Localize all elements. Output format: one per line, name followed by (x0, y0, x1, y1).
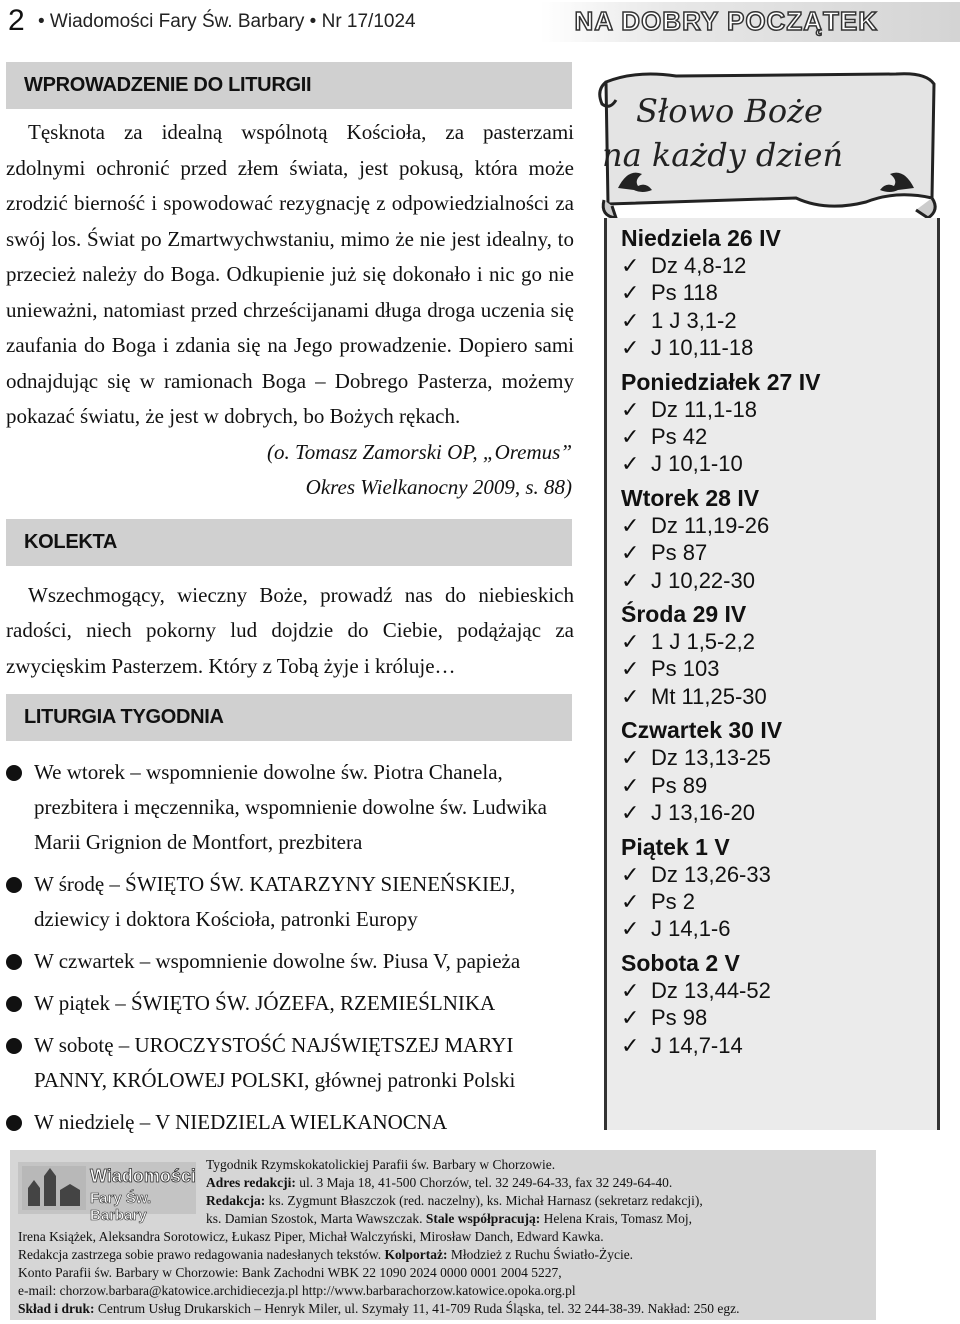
list-item: W niedzielę – V NIEDZIELA WIELKANOCNA (6, 1105, 572, 1140)
reading-item (607, 279, 937, 306)
reading-text: 1 J 1,5-2,2 (651, 629, 755, 655)
reading-text: 1 J 3,1-2 (651, 307, 737, 333)
reading-text: Dz 13,13-25 (651, 745, 771, 771)
day-heading: Niedziela 26 IV (621, 225, 781, 251)
checkmark-icon: ✓ (621, 888, 640, 914)
readings-scroll (596, 70, 942, 1130)
checkmark-icon: ✓ (621, 280, 640, 306)
logo-title: Wiadomości (90, 1166, 196, 1186)
reading-text: Ps 42 (651, 424, 708, 450)
checkmark-icon: ✓ (621, 977, 640, 1003)
reading-item (607, 772, 937, 799)
church-logo-icon (22, 1166, 86, 1210)
bullet-icon (6, 996, 22, 1012)
day-heading: Środa 29 IV (621, 601, 747, 628)
intro-attribution (0, 435, 580, 505)
checkmark-icon: ✓ (621, 253, 640, 278)
reading-text: J 14,7-14 (651, 1032, 743, 1058)
footer-line-1: Tygodnik Rzymskokatolickiej Parafii św. Barbary w Chorzowie. (206, 1157, 556, 1172)
checkmark-icon: ✓ (621, 916, 640, 942)
issue-info: • Wiadomości Fary Św. Barbary • Nr 17/1024 (38, 11, 416, 32)
reading-item (607, 307, 937, 334)
page-header (0, 0, 960, 44)
list-item: We wtorek – wspomnienie dowolne św. Piotra Chanela, prezbitera i męczennika, wspomnienie dowolne św. Ludwika Marii Grignion de Montfort, prezbitera (6, 755, 572, 860)
section-title: NA DOBRY POCZĄTEK (574, 6, 878, 36)
reading-text: J 10,1-10 (651, 451, 743, 477)
readings-list (604, 218, 940, 1130)
scroll-title-line1: Słowo Boże (636, 92, 823, 130)
reading-text: Dz 13,26-33 (651, 861, 771, 887)
attribution-line-1: (o. Tomasz Zamorski OP, „Oremus” (267, 439, 572, 464)
bullet-icon (6, 877, 22, 893)
reading-item (607, 683, 937, 710)
reading-text: Ps 103 (651, 656, 720, 682)
reading-item (607, 252, 937, 279)
intro-heading: WPROWADZENIE DO LITURGII (6, 62, 572, 109)
reading-text: Dz 4,8-12 (651, 253, 747, 278)
reading-text: J 13,16-20 (651, 800, 755, 826)
checkmark-icon: ✓ (621, 335, 640, 361)
footer-line-5: Irena Książek, Aleksandra Sorotowicz, Łukasz Piper, Michał Walczyński, Mirosław Danch, Edward Kawka. (18, 1229, 604, 1244)
checkmark-icon: ✓ (621, 424, 640, 450)
checkmark-icon: ✓ (621, 629, 640, 655)
bullet-icon (6, 954, 22, 970)
reading-item (607, 861, 937, 888)
footer-line-8[interactable]: e-mail: chorzow.barbara@katowice.archidiecezja.pl http://www.barbarachorzow.katowice.opoka.org.pl (18, 1283, 576, 1298)
reading-item (607, 423, 937, 450)
reading-item (607, 450, 937, 477)
checkmark-icon: ✓ (621, 567, 640, 593)
scroll-title-line2: na każdy dzień (602, 136, 844, 174)
liturgia-heading: LITURGIA TYGODNIA (6, 694, 572, 741)
day-heading: Sobota 2 V (621, 949, 740, 976)
kolekta-heading: KOLEKTA (6, 519, 572, 566)
list-item: W czwartek – wspomnienie dowolne św. Piusa V, papieża (6, 944, 572, 979)
checkmark-icon: ✓ (621, 512, 640, 538)
logo-subtitle: Fary Św. Barbary (90, 1190, 152, 1224)
reading-item (607, 744, 937, 771)
reading-text: Ps 87 (651, 540, 708, 566)
bullet-icon (6, 1115, 22, 1131)
checkmark-icon: ✓ (621, 1032, 640, 1058)
checkmark-icon: ✓ (621, 540, 640, 566)
reading-text: Dz 13,44-52 (651, 977, 771, 1003)
reading-item (607, 539, 937, 566)
footer-line-7: Konto Parafii św. Barbary w Chorzowie: Bank Zachodni WBK 22 1090 2024 0000 0001 2004 5227, (18, 1265, 562, 1280)
reading-item (607, 1004, 937, 1031)
list-item: W środę – ŚWIĘTO ŚW. KATARZYNY SIENEŃSKIEJ, dziewicy i doktora Kościoła, patronki Europy (6, 867, 572, 937)
reading-text: Dz 11,1-18 (651, 396, 757, 422)
kolekta-text: Wszechmogący, wieczny Boże, prowadź nas do niebieskich radości, niech pokorny lud dojdzie do Ciebie, podążając za zwycięskim Pasterzem. Który z Tobą żyje i króluje… (6, 582, 574, 678)
reading-text: Ps 98 (651, 1005, 708, 1031)
checkmark-icon: ✓ (621, 1005, 640, 1031)
reading-text: J 10,22-30 (651, 567, 755, 593)
page-number: 2 (8, 4, 25, 37)
checkmark-icon: ✓ (621, 745, 640, 771)
footer-line-6: Redakcja zastrzega sobie prawo redagowania nadesłanych tekstów. Kolportaż: Młodzież z Ruchu Światło-Życie. (18, 1247, 634, 1262)
checkmark-icon: ✓ (621, 772, 640, 798)
reading-item (607, 888, 937, 915)
liturgia-list (0, 755, 580, 1140)
checkmark-icon: ✓ (621, 396, 640, 422)
day-heading: Wtorek 28 IV (621, 484, 760, 511)
reading-item (607, 915, 937, 942)
checkmark-icon: ✓ (621, 656, 640, 682)
checkmark-icon: ✓ (621, 800, 640, 826)
reading-text: Ps 2 (651, 888, 696, 914)
reading-item (607, 977, 937, 1004)
reading-text: Mt 11,25-30 (651, 683, 767, 709)
checkmark-icon: ✓ (621, 451, 640, 477)
attribution-line-2: Okres Wielkanocny 2009, s. 88) (305, 474, 572, 499)
reading-item (607, 1032, 937, 1059)
reading-item (607, 655, 937, 682)
footer-line-3: Redakcja: ks. Zygmunt Błaszczok (red. naczelny), ks. Michał Harnasz (sekretarz redakcji), (206, 1193, 703, 1208)
reading-item (607, 567, 937, 594)
left-column (0, 56, 580, 1147)
reading-text: Ps 118 (651, 280, 718, 306)
list-item: W sobotę – UROCZYSTOŚĆ NAJŚWIĘTSZEJ MARYI PANNY, KRÓLOWEJ POLSKI, głównej patronki Polski (6, 1028, 572, 1098)
reading-item (607, 799, 937, 826)
reading-item (607, 512, 937, 539)
checkmark-icon: ✓ (621, 307, 640, 333)
day-heading: Piątek 1 V (621, 833, 730, 860)
day-heading: Poniedziałek 27 IV (621, 368, 821, 395)
reading-text: J 10,11-18 (651, 335, 754, 361)
list-item: W piątek – ŚWIĘTO ŚW. JÓZEFA, RZEMIEŚLNIKA (6, 986, 572, 1021)
reading-text: J 14,1-6 (651, 916, 731, 942)
reading-item (607, 334, 937, 361)
reading-text: Ps 89 (651, 772, 708, 798)
bullet-icon (6, 1038, 22, 1054)
kolekta-text-block (0, 578, 580, 685)
reading-item (607, 396, 937, 423)
footer (10, 1150, 876, 1320)
checkmark-icon: ✓ (621, 683, 640, 709)
reading-text: Dz 11,19-26 (651, 512, 770, 538)
reading-item (607, 628, 937, 655)
logo (18, 1162, 196, 1224)
footer-line-9: Skład i druk: Centrum Usług Drukarskich – Henryk Miler, ul. Szymały 11, 41-709 Ruda Śląska, tel. 32 244-38-39. Nakład: 250 egz. (18, 1301, 740, 1316)
footer-line-2: Adres redakcji: ul. 3 Maja 18, 41-500 Chorzów, tel. 32 249-64-33, fax 32 249-64-40. (206, 1175, 673, 1190)
footer-line-4: ks. Damian Szostok, Marta Wawszczak. Stale współpracują: Helena Krais, Tomasz Moj, (206, 1211, 693, 1226)
intro-text-block (0, 115, 580, 435)
day-heading: Czwartek 30 IV (621, 717, 783, 744)
checkmark-icon: ✓ (621, 861, 640, 887)
bullet-icon (6, 765, 22, 781)
intro-text: Tęsknota za idealną wspólnotą Kościoła, za pasterzami zdolnymi ochronić przed złem świata, jest pokusą, która może zrodzić bierność i spowodować rezygnację z odpowiedzialności za swój los. Świat po Zmartwychwstaniu, mimo że nie jest idealny, to przecież należy do Boga. Odkupienie już się dokonało i nic go nie unieważni, natomiast przed chrześcijanami długa droga uczenia się zaufania do Boga i zdania się na Jego prowadzenie. Dopiero sami odnajdując się w ramionach Boga – Dobrego Pasterza, możemy pokazać światu, że jest w dobrych, bo Bożych rękach. (6, 120, 574, 428)
